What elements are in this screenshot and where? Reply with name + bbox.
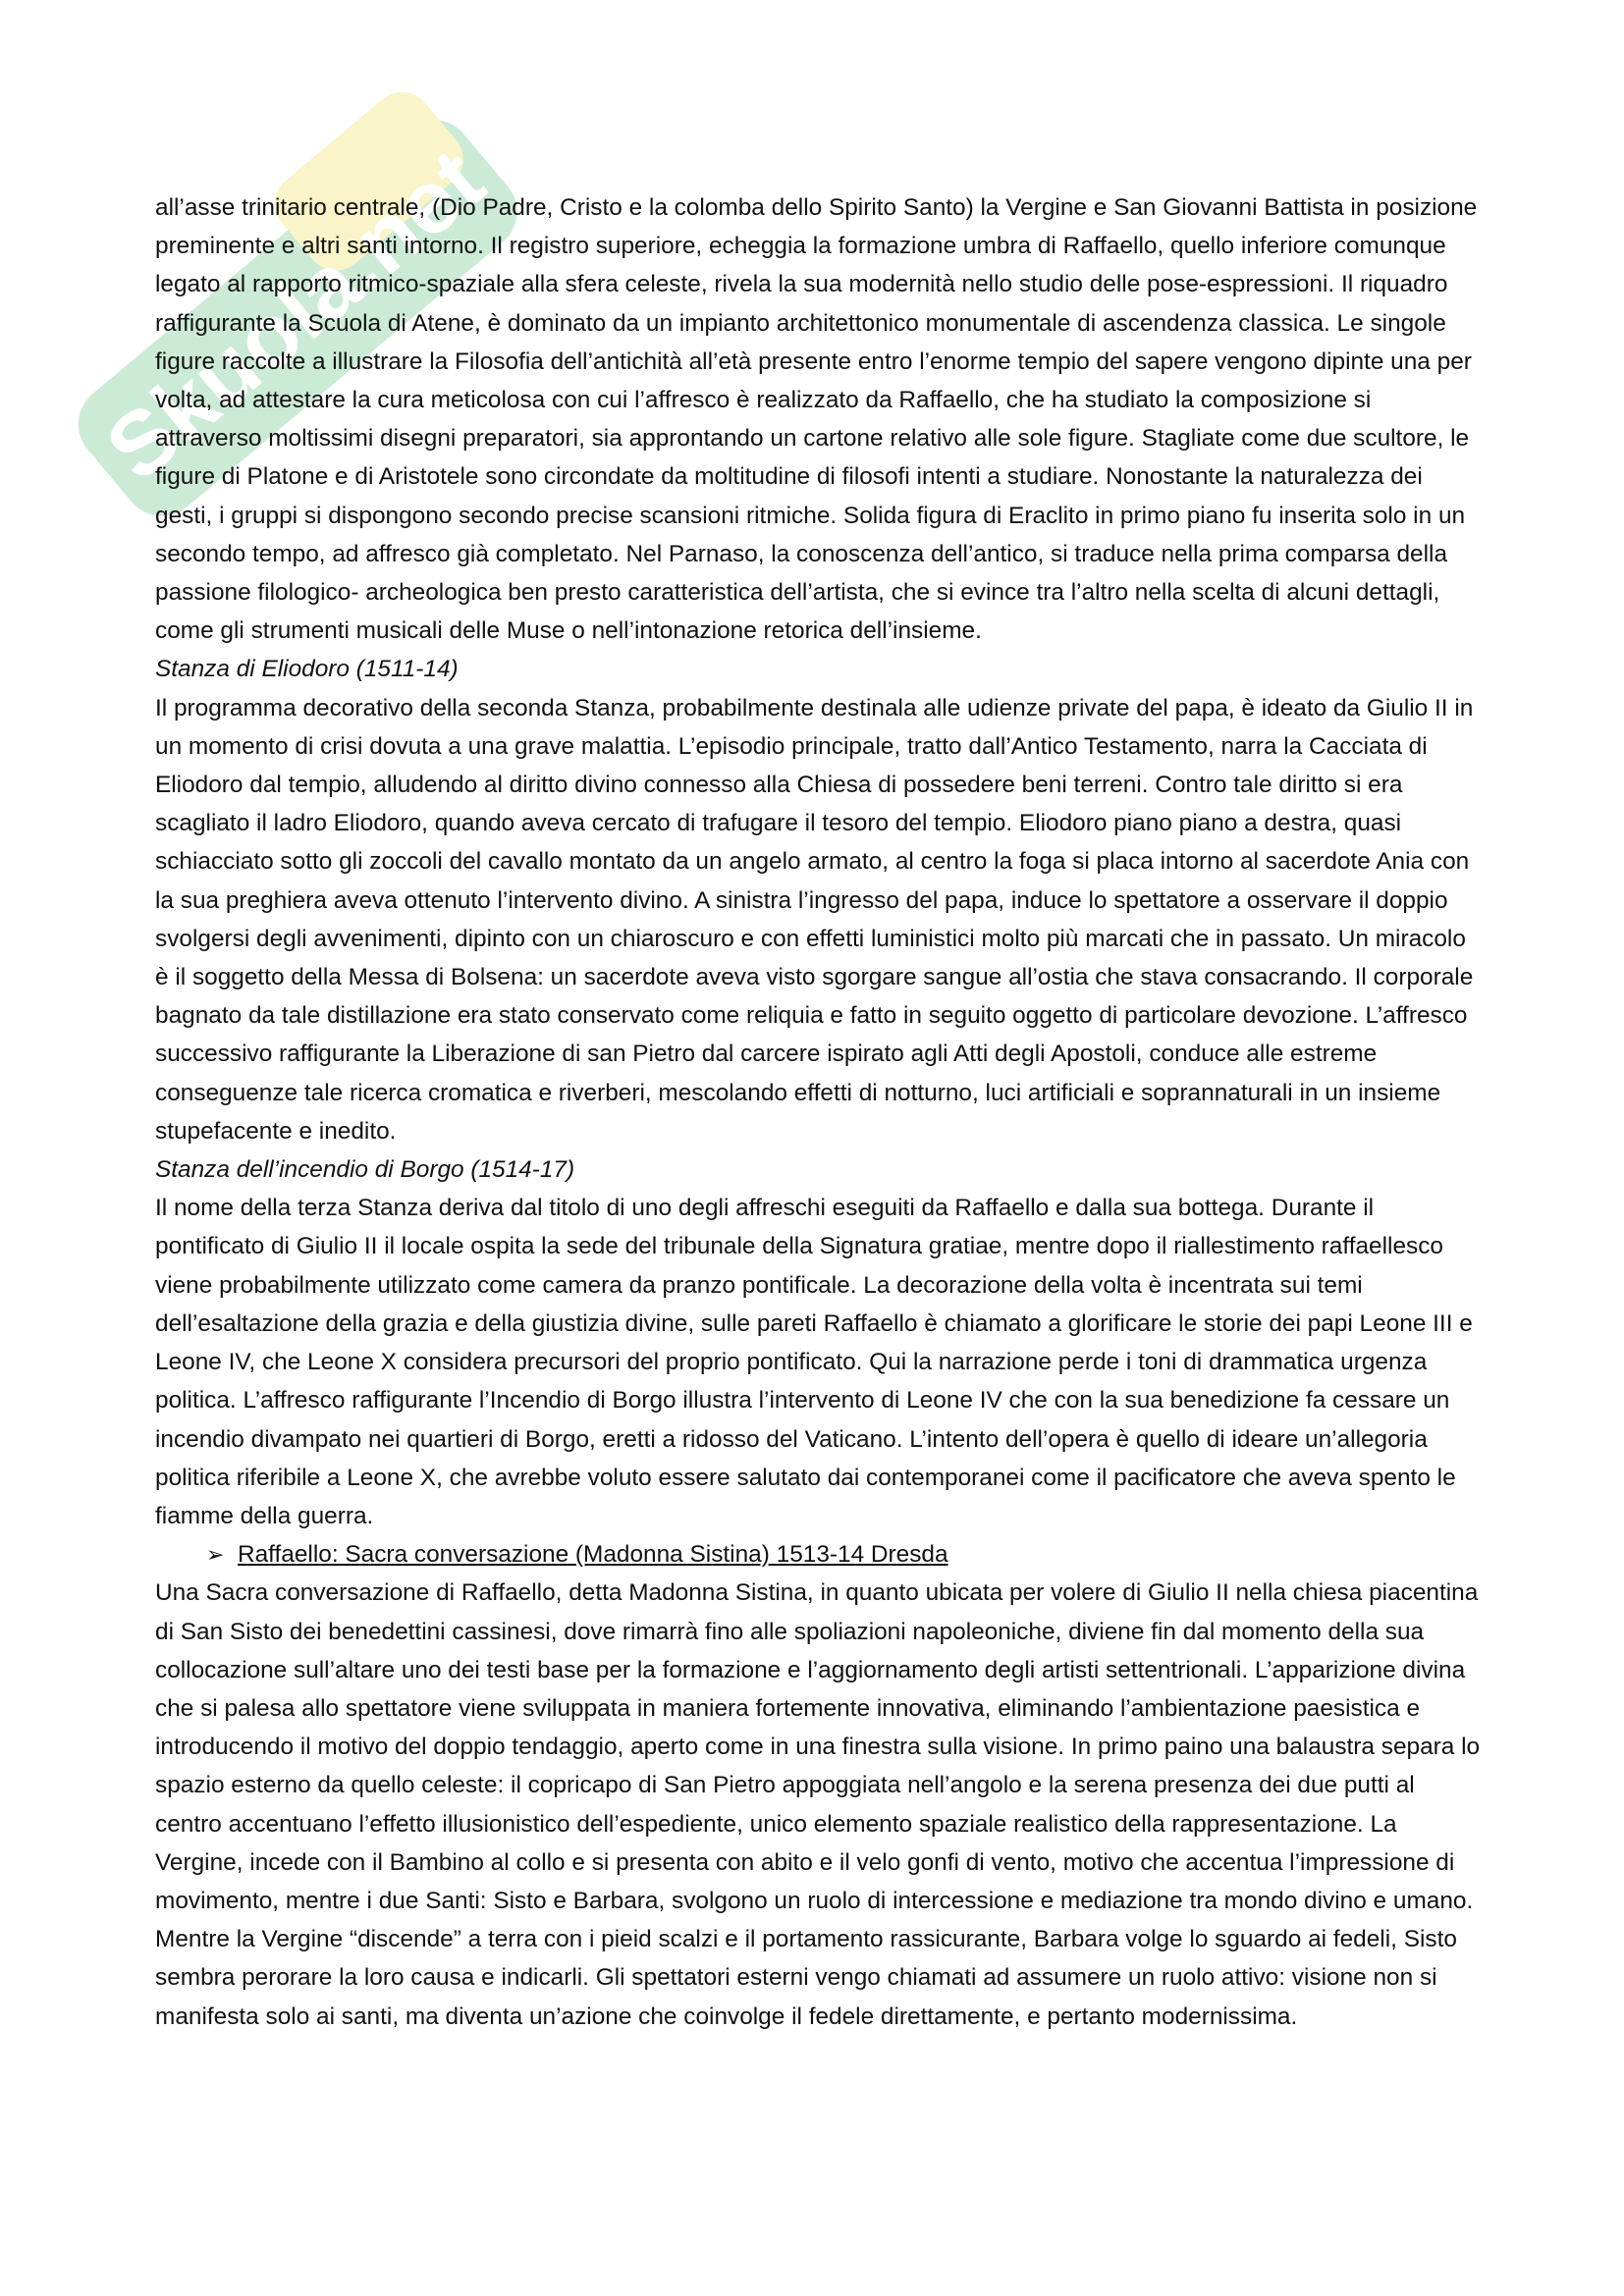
section-heading-borgo: Stanza dell’incendio di Borgo (1514-17) [155,1156,575,1184]
bullet-heading-text: Raffaello: Sacra conversazione (Madonna Sistina) 1513-14 Dresda [238,1541,948,1569]
bullet-heading-sistina [206,1535,1483,1574]
section-heading-eliodoro: Stanza di Eliodoro (1511-14) [155,656,459,683]
arrow-bullet-icon: ➢ [206,1542,225,1568]
eliodoro-paragraph: Il programma decorativo della seconda Stanza, probabilmente destinala alle udienze private del papa, è ideato da Giulio II in un momento di crisi dovuta a una grave malattia. L’episodio principale, tratto dall’Antico Testamento, narra la Cacciata di Eliodoro dal tempio, alludendo al diritto divino connesso alla Chiesa di possedere beni terreni. Contro tale diritto si era scagliato il ladro Eliodoro, quando aveva cercato di trafugare il tesoro del tempio. Eliodoro piano piano a destra, quasi schiacciato sotto gli zoccoli del cavallo montato da un angelo armato, al centro la foga si placa intorno al sacerdote Ania con la sua preghiera aveva ottenuto l’intervento divino. A sinistra l’ingresso del papa, induce lo spettatore a osservare il doppio svolgersi degli avvenimenti, dipinto con un chiaroscuro e con effetti luministici molto più marcati che in passato. Un miracolo è il soggetto della Messa di Bolsena: un sacerdote aveva visto sgorgare sangue all’ostia che stava consacrando. Il corporale bagnato da tale distillazione era stato conservato come reliquia e fatto in seguito oggetto di particolare devozione. L’affresco successivo raffigurante la Liberazione di san Pietro dal carcere ispirato agli Atti degli Apostoli, conduce alle estreme conseguenze tale ricerca cromatica e riverberi, mescolando effetti di notturno, luci artificiali e soprannaturali in un insieme stupefacente e inedito. [155,694,1474,1145]
document-page [155,188,1483,2036]
intro-paragraph: all’asse trinitario centrale, (Dio Padre, Cristo e la colomba dello Spirito Santo) la Vergine e San Giovanni Battista in posizione preminente e altri santi intorno. Il registro superiore, echeggia la formazione umbra di Raffaello, quello inferiore comunque legato al rapporto ritmico-spaziale alla sfera celeste, rivela la sua modernità nello studio delle pose-espressioni. Il riquadro raffigurante la Scuola di Atene, è dominato da un impianto architettonico monumentale di ascendenza classica. Le singole figure raccolte a illustrare la Filosofia dell’antichità all’età presente entro l’enorme tempio del sapere vengono dipinte una per volta, ad attestare la cura meticolosa con cui l’affresco è realizzato da Raffaello, che ha studiato la composizione si attraverso moltissimi disegni preparatori, sia approntando un cartone relativo alle sole figure. Stagliate come due scultore, le figure di Platone e di Aristotele sono circondate da moltitudine di filosofi intenti a studiare. Nonostante la naturalezza dei gesti, i gruppi si dispongono secondo precise scansioni ritmiche. Solida figura di Eraclito in primo piano fu inserita solo in un secondo tempo, ad affresco già completato. Nel Parnaso, la conoscenza dell’antico, si traduce nella prima comparsa della passione filologico- archeologica ben presto caratteristica dell’artista, che si evince tra l’altro nella scelta di alcuni dettagli, come gli strumenti musicali delle Muse o nell’intonazione retorica dell’insieme. [155,194,1478,645]
borgo-paragraph: Il nome della terza Stanza deriva dal titolo di uno degli affreschi eseguiti da Raffaello e dalla sua bottega. Durante il pontificato di Giulio II il locale ospita la sede del tribunale della Signatura gratiae, mentre dopo il riallestimento raffaellesco viene probabilmente utilizzato come camera da pranzo pontificale. La decorazione della volta è incentrata sui temi dell’esaltazione della grazia e della giustizia divine, sulle pareti Raffaello è chiamato a glorificare le storie dei papi Leone III e Leone IV, che Leone X considera precursori del proprio pontificato. Qui la narrazione perde i toni di drammatica urgenza politica. L’affresco raffigurante l’Incendio di Borgo illustra l’intervento di Leone IV che con la sua benedizione fa cessare un incendio divampato nei quartieri di Borgo, eretti a ridosso del Vaticano. L’intento dell’opera è quello di ideare un’allegoria politica riferibile a Leone X, che avrebbe voluto essere salutato dai contemporanei come il pacificatore che aveva spento le fiamme della guerra. [155,1195,1473,1529]
sistina-paragraph: Una Sacra conversazione di Raffaello, detta Madonna Sistina, in quanto ubicata per volere di Giulio II nella chiesa piacentina di San Sisto dei benedettini cassinesi, dove rimarrà fino alle spoliazioni napoleoniche, diviene fin dal momento della sua collocazione sull’altare uno dei testi base per la formazione e l’aggiornamento degli artisti settentrionali. L’apparizione divina che si palesa allo spettatore viene sviluppata in maniera fortemente innovativa, eliminando l’ambientazione paesistica e introducendo il motivo del doppio tendaggio, aperto come in una finestra sulla visione. In primo paino una balaustra separa lo spazio esterno da quello celeste: il copricapo di San Pietro appoggiata nell’angolo e la serena presenza dei due putti al centro accentuano l’effetto illusionistico dell’espediente, unico elemento spaziale realistico della rappresentazione. La Vergine, incede con il Bambino al collo e si presenta con abito e il velo gonfi di vento, motivo che accentua l’impressione di movimento, mentre i due Santi: Sisto e Barbara, svolgono un ruolo di intercessione e mediazione tra mondo divino e umano. Mentre la Vergine “discende” a terra con i pieid scalzi e il portamento rassicurante, Barbara volge lo sguardo ai fedeli, Sisto sembra perorare la loro causa e indicarli. Gli spettatori esterni vengo chiamati ad assumere un ruolo attivo: visione non si manifesta solo ai santi, ma diventa un’azione che coinvolge il fedele direttamente, e pertanto modernissima. [155,1579,1481,2030]
watermark-text: Skuola.net [87,130,503,501]
